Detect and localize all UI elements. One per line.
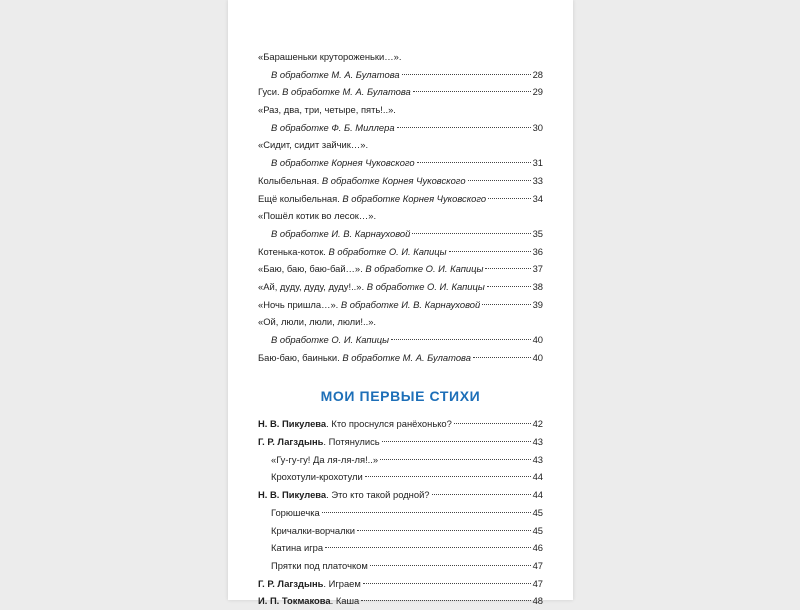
page-number: 43: [532, 436, 543, 448]
toc-entry-title: «Баю, баю, баю-бай…».: [258, 263, 363, 275]
toc-entry: [258, 278, 543, 296]
page-number: 45: [532, 524, 543, 536]
toc-entry-author: Н. В. Пикулева: [258, 489, 327, 501]
toc-title-line: [258, 136, 543, 154]
page-number: 44: [532, 489, 543, 501]
toc-entry: [258, 172, 543, 190]
toc-entry-title: Крохотули-крохотули: [271, 471, 363, 483]
toc-entry: [258, 468, 543, 486]
dot-leader: [449, 251, 531, 252]
page-number: 47: [532, 577, 543, 589]
dot-leader: [380, 459, 530, 460]
toc-entry: [258, 433, 543, 451]
toc-entry: [258, 66, 543, 84]
dot-leader: [357, 530, 531, 531]
toc-entry-note: В обработке О. И. Капицы: [328, 245, 447, 257]
dot-leader: [413, 91, 531, 92]
toc-entry: [258, 190, 543, 208]
dot-leader: [397, 127, 531, 128]
page-number: 30: [532, 121, 543, 133]
toc-entry-title: Колыбельная.: [258, 174, 320, 186]
toc-entry: [258, 260, 543, 278]
toc-title-line: [258, 313, 543, 331]
toc-entry: [258, 119, 543, 137]
toc-title-line: [258, 101, 543, 119]
toc-entry: [258, 575, 543, 593]
toc-entry-text: [258, 592, 359, 610]
toc-entry: [258, 154, 543, 172]
toc-entry-title: Горюшечка: [271, 506, 320, 518]
page-number: 45: [532, 506, 543, 518]
toc-entry-note: В обработке М. А. Булатова: [271, 68, 400, 80]
toc-entry-author: Г. Р. Лагздынь: [258, 577, 324, 589]
toc-entry-title: «Раз, два, три, четыре, пять!..».: [258, 104, 396, 116]
toc-entry-title: «Гу-гу-гу! Да ля-ля-ля!..»: [271, 453, 379, 465]
dot-leader: [468, 180, 531, 181]
page-number: 31: [532, 157, 543, 169]
toc-entry: [258, 225, 543, 243]
toc-entry-title: Ещё колыбельная.: [258, 192, 340, 204]
toc-entry-text: [258, 296, 480, 314]
toc-entry: [258, 296, 543, 314]
dot-leader: [363, 583, 531, 584]
page-number: 29: [532, 86, 543, 98]
toc-entry-text: [258, 575, 361, 593]
dot-leader: [487, 286, 531, 287]
first-poems-section: [258, 415, 543, 610]
table-of-contents: [258, 48, 543, 610]
dot-leader: [402, 74, 531, 75]
toc-entry-text: [258, 243, 447, 261]
toc-entry-note: В обработке М. А. Булатова: [342, 351, 471, 363]
book-page: [228, 0, 573, 607]
toc-entry-text: [271, 154, 415, 172]
dot-leader: [473, 357, 531, 358]
toc-entry: [258, 486, 543, 504]
toc-entry: [258, 522, 543, 540]
page-number: 37: [532, 263, 543, 275]
toc-entry-note: В обработке О. И. Капицы: [365, 263, 484, 275]
toc-entry-title: Прятки под платочком: [271, 559, 368, 571]
dot-leader: [454, 423, 531, 424]
page-number: 44: [532, 471, 543, 483]
toc-entry-note: В обработке Корнея Чуковского: [321, 174, 466, 186]
toc-entry: [258, 243, 543, 261]
toc-entry-title: «Ой, люли, люли, люли!..».: [258, 316, 377, 328]
toc-entry-title: . Потянулись: [323, 436, 380, 448]
page-number: 43: [532, 453, 543, 465]
toc-title-line: [258, 207, 543, 225]
toc-entry-text: [258, 83, 411, 101]
dot-leader: [391, 339, 531, 340]
dot-leader: [485, 268, 530, 269]
toc-entry-note: В обработке Корнея Чуковского: [271, 157, 415, 169]
toc-entry-title: Катина игра: [271, 542, 324, 554]
toc-entry-title: «Ночь пришла…».: [258, 298, 339, 310]
page-number: 39: [532, 298, 543, 310]
toc-entry-title: Баю-баю, баиньки.: [258, 351, 340, 363]
toc-entry-title: «Сидит, сидит зайчик…».: [258, 139, 369, 151]
dot-leader: [482, 304, 530, 305]
toc-entry-text: [258, 433, 380, 451]
dot-leader: [417, 162, 531, 163]
page-number: 33: [532, 174, 543, 186]
dot-leader: [322, 512, 531, 513]
toc-entry: [258, 83, 543, 101]
toc-entry-title: . Это кто такой родной?: [326, 489, 430, 501]
toc-entry-note: В обработке Корнея Чуковского: [342, 192, 487, 204]
toc-entry-title: Кричалки-ворчалки: [271, 524, 355, 536]
toc-entry-title: «Ай, дуду, дуду, дуду!..».: [258, 280, 365, 292]
toc-entry-note: В обработке Ф. Б. Миллера: [271, 121, 395, 133]
toc-title-line: [258, 48, 543, 66]
toc-entry-author: Г. Р. Лагздынь: [258, 436, 324, 448]
page-number: 48: [532, 595, 543, 607]
toc-entry-text: [271, 225, 410, 243]
toc-entry: [258, 557, 543, 575]
toc-entry-title: Котенька-коток.: [258, 245, 326, 257]
page-number: 28: [532, 68, 543, 80]
page-number: 46: [532, 542, 543, 554]
toc-entry-text: [258, 278, 485, 296]
toc-entry-note: В обработке И. В. Карнауховой: [271, 227, 411, 239]
toc-entry: [258, 349, 543, 367]
page-number: 38: [532, 280, 543, 292]
dot-leader: [361, 600, 530, 601]
folk-rhymes-section: [258, 48, 543, 366]
toc-entry-text: [271, 539, 323, 557]
toc-entry-text: [271, 66, 400, 84]
toc-entry-text: [258, 349, 471, 367]
page-number: 42: [532, 418, 543, 430]
toc-entry-author: И. П. Токмакова: [258, 595, 331, 607]
toc-entry-text: [271, 504, 320, 522]
toc-entry: [258, 539, 543, 557]
dot-leader: [432, 494, 531, 495]
dot-leader: [412, 233, 530, 234]
toc-entry-text: [258, 415, 452, 433]
toc-entry-title: . Играем: [323, 577, 361, 589]
dot-leader: [365, 476, 531, 477]
toc-entry-text: [258, 260, 483, 278]
dot-leader: [382, 441, 531, 442]
toc-entry-text: [258, 172, 466, 190]
toc-entry: [258, 592, 543, 610]
toc-entry-text: [271, 331, 389, 349]
dot-leader: [370, 565, 531, 566]
toc-entry-text: [258, 190, 486, 208]
toc-entry-title: «Барашеньки крутороженьки…».: [258, 51, 402, 62]
toc-entry: [258, 451, 543, 469]
toc-entry-note: В обработке О. И. Капицы: [271, 334, 389, 345]
toc-entry: [258, 331, 543, 349]
toc-entry-text: [271, 468, 363, 486]
page-number: 36: [532, 245, 543, 257]
toc-entry-text: [271, 119, 395, 137]
dot-leader: [325, 547, 530, 548]
toc-entry-text: [271, 522, 355, 540]
toc-entry: [258, 415, 543, 433]
section-heading: МОИ ПЕРВЫЕ СТИХИ: [320, 388, 481, 405]
toc-entry-text: [271, 557, 368, 575]
toc-entry-title: «Пошёл котик во лесок…».: [258, 210, 377, 222]
toc-entry-title: . Кто проснулся ранёхонько?: [326, 418, 452, 430]
toc-entry-text: [258, 486, 430, 504]
page-number: 35: [532, 227, 543, 239]
dot-leader: [488, 198, 530, 199]
toc-entry-author: Н. В. Пикулева: [258, 418, 327, 430]
toc-entry-note: В обработке О. И. Капицы: [366, 280, 485, 292]
toc-entry-note: В обработке И. В. Карнауховой: [340, 298, 481, 310]
toc-entry: [258, 504, 543, 522]
toc-entry-title: . Каша: [330, 595, 360, 607]
toc-entry-text: [271, 451, 378, 469]
page-number: 40: [532, 334, 543, 345]
page-number: 40: [532, 351, 543, 363]
toc-entry-title: Гуси.: [258, 86, 280, 98]
toc-entry-note: В обработке М. А. Булатова: [282, 86, 411, 98]
page-number: 47: [532, 559, 543, 571]
page-number: 34: [532, 192, 543, 204]
